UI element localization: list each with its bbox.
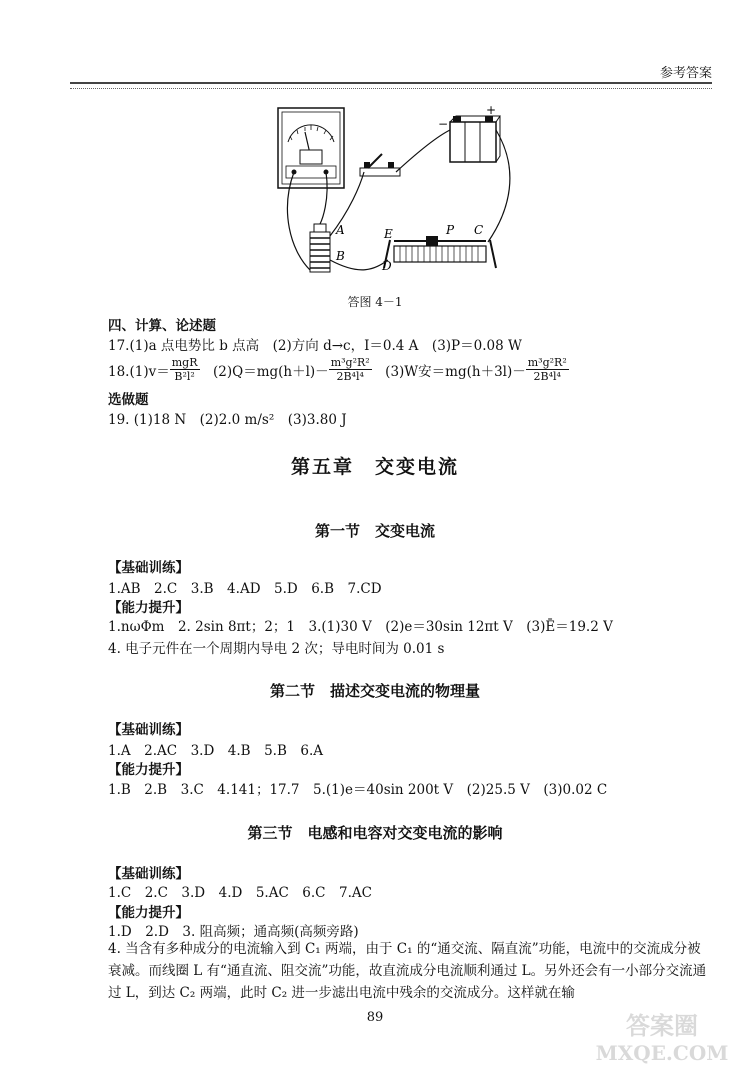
- s1-basic-answers: 1.AB 2.C 3.B 4.AD 5.D 6.B 7.CD: [108, 581, 382, 597]
- q18-f1-den: B²l²: [174, 370, 195, 383]
- q18-f1-num: mgR: [171, 356, 198, 369]
- s1-adv-answers-2: 4. 电子元件在一个周期内导电 2 次；导电时间为 0.01 s: [108, 641, 445, 657]
- q18-fraction-1: [170, 356, 200, 383]
- coil-icon: [310, 224, 330, 272]
- q18-fraction-3: [526, 356, 569, 383]
- svg-text:C: C: [474, 223, 484, 237]
- q18-f3-den: 2B⁴l⁴: [533, 370, 561, 383]
- section1-title: 第一节 交变电流: [314, 522, 435, 540]
- svg-text:答案圈: 答案圈: [626, 1011, 698, 1040]
- optional-heading: 选做题: [108, 392, 149, 408]
- chapter-title: 第五章 交变电流: [290, 456, 459, 478]
- svg-text:P: P: [446, 223, 455, 237]
- s2-basic-heading: 【基础训练】: [108, 722, 189, 738]
- figure-caption: 答图 4－1: [347, 295, 403, 309]
- s3-basic-answers: 1.C 2.C 3.D 4.D 5.AC 6.C 7.AC: [108, 885, 372, 901]
- s2-basic-answers: 1.A 2.AC 3.D 4.B 5.B 6.A: [108, 743, 324, 759]
- svg-text:B: B: [336, 249, 345, 263]
- s1-basic-heading: 【基础训练】: [108, 560, 189, 576]
- header-label: 参考答案: [659, 66, 712, 81]
- answer-q19: 19. (1)18 N (2)2.0 m/s² (3)3.80 J: [108, 412, 347, 428]
- svg-text:D: D: [382, 259, 392, 273]
- s2-adv-heading: 【能力提升】: [108, 762, 189, 778]
- header-rule: [70, 82, 712, 89]
- answer-q17: 17.(1)a 点电势比 b 点高 (2)方向 d→c，I＝0.4 A (3)P＝0.08 W: [108, 338, 522, 354]
- galvanometer-icon: [278, 108, 344, 188]
- q18-mid2: (3)W安＝mg(h＋3l)－: [371, 363, 526, 380]
- s3-paragraph: 4. 当含有多种成分的电流输入到 C₁ 两端，由于 C₁ 的“通交流、隔直流”功能，电流中的交流成分被衰减。而线圈 L 有“通直流、阻交流”功能，故直流成分电流顺利通过 L。另外还会有一小部分交流通过 L，到达 C₂ 两端，此时 C₂ 进一步滤出电流中残余的交流成分。这样就在输: [108, 941, 707, 1001]
- q18-fraction-2: [329, 356, 372, 383]
- s3-adv-answers-1: 1.D 2.D 3. 阻高频；通高频(高频旁路): [108, 924, 359, 940]
- section2-title: 第二节 描述交变电流的物理量: [269, 682, 480, 700]
- section3-title: 第三节 电感和电容对交变电流的影响: [247, 824, 503, 842]
- q18-mid: (2)Q＝mg(h＋l)－: [199, 363, 329, 380]
- page-number: 89: [366, 1010, 384, 1025]
- battery-icon: [450, 116, 500, 162]
- watermark-logo: [592, 1008, 732, 1066]
- q18-prefix: 18.(1)v＝: [108, 363, 170, 380]
- section4-heading: 四、计算、论述题: [108, 318, 216, 334]
- rheostat-icon: [384, 236, 496, 268]
- q18-f2-den: 2B⁴l⁴: [336, 370, 364, 383]
- switch-icon: [360, 154, 400, 176]
- svg-text:MXQE.COM: MXQE.COM: [595, 1041, 729, 1065]
- answer-q18: [108, 356, 569, 383]
- q18-f2-num: m³g²R²: [330, 356, 370, 369]
- svg-text:+: +: [486, 103, 497, 117]
- svg-text:E: E: [384, 227, 393, 241]
- s1-adv-heading: 【能力提升】: [108, 600, 189, 616]
- svg-text:A: A: [336, 223, 345, 237]
- circuit-figure: [260, 100, 520, 290]
- s3-basic-heading: 【基础训练】: [108, 866, 189, 882]
- s3-adv-heading: 【能力提升】: [108, 905, 189, 921]
- q18-f3-num: m³g²R²: [527, 356, 567, 369]
- svg-text:−: −: [438, 117, 449, 131]
- s2-adv-answers-1: 1.B 2.B 3.C 4.141；17.7 5.(1)e＝40sin 200t V (2)25.5 V (3)0.02 C: [108, 782, 608, 798]
- s1-adv-answers-1: 1.nωΦm 2. 2sin 8πt；2；1 3.(1)30 V (2)e＝30sin 12πt V (3)Ē＝19.2 V: [108, 619, 613, 635]
